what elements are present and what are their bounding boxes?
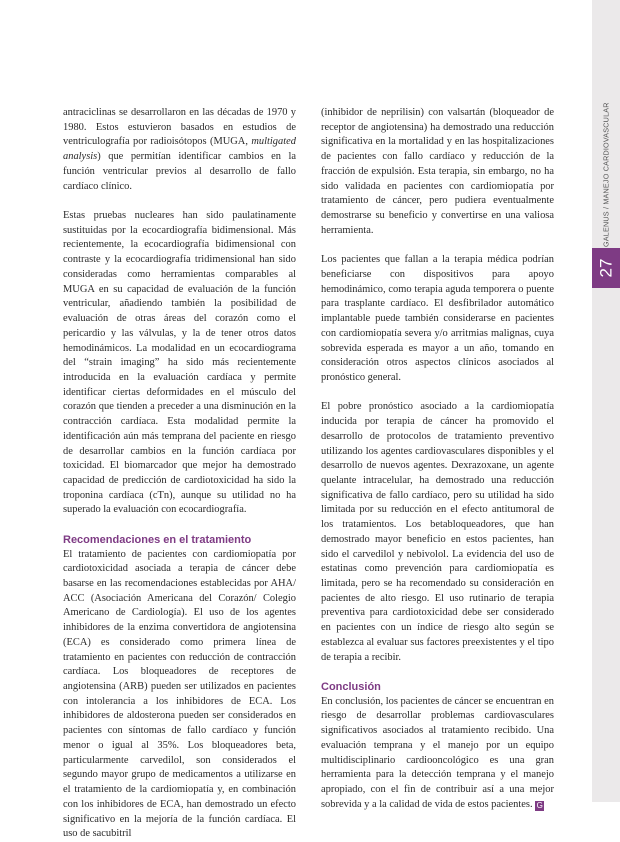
section-heading: Recomendaciones en el tratamiento [63, 533, 252, 546]
sidebar [592, 0, 620, 802]
running-title: GALENUS / MANEJO CARDIOVASCULAR [601, 102, 611, 248]
paragraph: (inhibidor de neprilisin) con valsartán (bloqueador de receptor de angiotensina) ha demostrado una reducción significativa en la mortalidad y en las hospitalizaciones de pacientes con fallo cardíaco y reducción de la fracción de expulsión. Esta terapia, sin embargo, no ha sido validada en pacientes con cardiomiopatía por tratamiento de cáncer, pero pudiera eventualmente demostrarse su beneficio y convertirse en una valiosa herramienta. [321, 107, 554, 236]
paragraph-text: En conclusión, los pacientes de cáncer se encuentran en riesgo de desarrollar problemas cardiovasculares significativos asociados al tratamiento recibido. Una evaluación temprana y el manejo por un equipo multidisciplinario cardiooncológico es una gran herramienta para la detección temprana y el manejo apropiado, con el fin de contribuir así a una mejor sobrevida y a la calidad de vida de estos pacientes. [321, 695, 554, 810]
left-column [63, 106, 296, 842]
page-number-badge [592, 248, 620, 288]
page-number: 27 [595, 258, 615, 278]
section-heading: Conclusión [321, 681, 381, 694]
right-column [321, 106, 554, 813]
italic-term: multigated analysis [63, 136, 296, 163]
paragraph [321, 695, 554, 813]
paragraph: Estas pruebas nucleares han sido paulatinamente sustituidas por la ecocardiografía bidimensional. Más recientemente, la ecocardiografía bidimensional con contraste y la ecocardiografía tridimensional han sido consideradas como herramientas comparables al MUGA en su capacidad de evaluación de la función ventricular, añadiendo también la posibilidad de evaluación de otras áreas del corazón como el pericardio y las válvulas, y la de tener otros datos hemodinámicos. La modalidad en un ecocardiograma del “strain imaging” ha sido más recientemente introducida en la evaluación cardíaca y permite identificar ciertas deformidades en el músculo del corazón que tienden a preceder a una disminución en la contracción cardíaca. Esta modalidad permite la identificación aún más temprana del paciente en riesgo de desarrollar cambios en la función cardíaca por toxicidad. El biomarcador que mejor ha demostrado capacidad de predicción de cardiotoxicidad ha sido la troponina cardíaca (cTn), aunque su utilidad no ha superado la evaluación con ecocardiografía. [63, 210, 296, 516]
end-of-article-mark: G [536, 800, 543, 810]
paragraph: El tratamiento de pacientes con cardiomiopatía por cardiotoxicidad asociada a terapia de cáncer debe basarse en las recomendaciones establecidas por AHA/ ACC (Asociación Americana del Corazón/ Colegio Americano de Cardiología). El uso de los agentes inhibidores de la enzima convertidora de angiotensina (ECA) es considerado como primera línea de tratamiento en pacientes con reducción de contracción cardíaca. Los bloqueadores de receptores de angiotensina (ARB) pueden ser utilizados en pacientes con intolerancia a los inhibidores de ECA. Los inhibidores de aldosterona pueden ser considerados en pacientes con síntomas de fallo cardíaco y función menor o igual al 35%. Los bloqueadores beta, particularmente carvedilol, son considerados el segundo mayor grupo de medicamentos a utilizarse en el tratamiento de la cardiomiopatía y, en combinación con los inhibidores de ECA, han demostrado un efecto significativo en la mejoría de la función cardíaca. El uso de sacubitril [63, 548, 296, 840]
paragraph-text: ) que permitían identificar cambios en la función ventricular previos al desarrollo de fallo cardíaco clínico. [63, 151, 296, 192]
paragraph: El pobre pronóstico asociado a la cardiomiopatía inducida por terapia de cáncer ha promovido el desarrollo de protocolos de tratamiento preventivo utilizando los agentes cardiovasculares disponibles y el desarrollo de nuevos agentes. Dexrazoxane, un agente quelante intracelular, ha demostrado una reducción significativa de fallo cardíaco, pero su utilidad ha sido limitada por su reducción en el efecto antitumoral de los tratamientos. Los betabloqueadores, que han demostrado mayor beneficio en estos pacientes, han sido el carvedilol y nebivolol. La evidencia del uso de estatinas como prevención para cardiomiopatía es limitada, pero se ha recomendado su consideración en pacientes de alto riesgo. El uso rutinario de terapia preventiva para cardiotoxicidad debe ser considerado en pacientes con un índice de riesgo alto según se establezca al evaluar sus factores preexistentes y el tipo de terapia a recibir. [321, 401, 554, 663]
paragraph-text: antraciclinas se desarrollaron en las décadas de 1970 y 1980. Estos estuvieron basados en estudios de ventriculografía por radioisótopos (MUGA, [63, 107, 296, 148]
paragraph [63, 106, 296, 194]
paragraph: Los pacientes que fallan a la terapia médica podrían beneficiarse con dispositivos para apoyo hemodinámico, como terapia aguda temporera o puente para trasplante cardíaco. El desfibrilador automático implantable puede también considerarse en pacientes con cardiomiopatía severa y/o arritmias malignas, cuya sobrevida esperada es mayor a un año, tomando en consideración otros aspectos clínicos asociados al pronóstico general. [321, 254, 554, 383]
